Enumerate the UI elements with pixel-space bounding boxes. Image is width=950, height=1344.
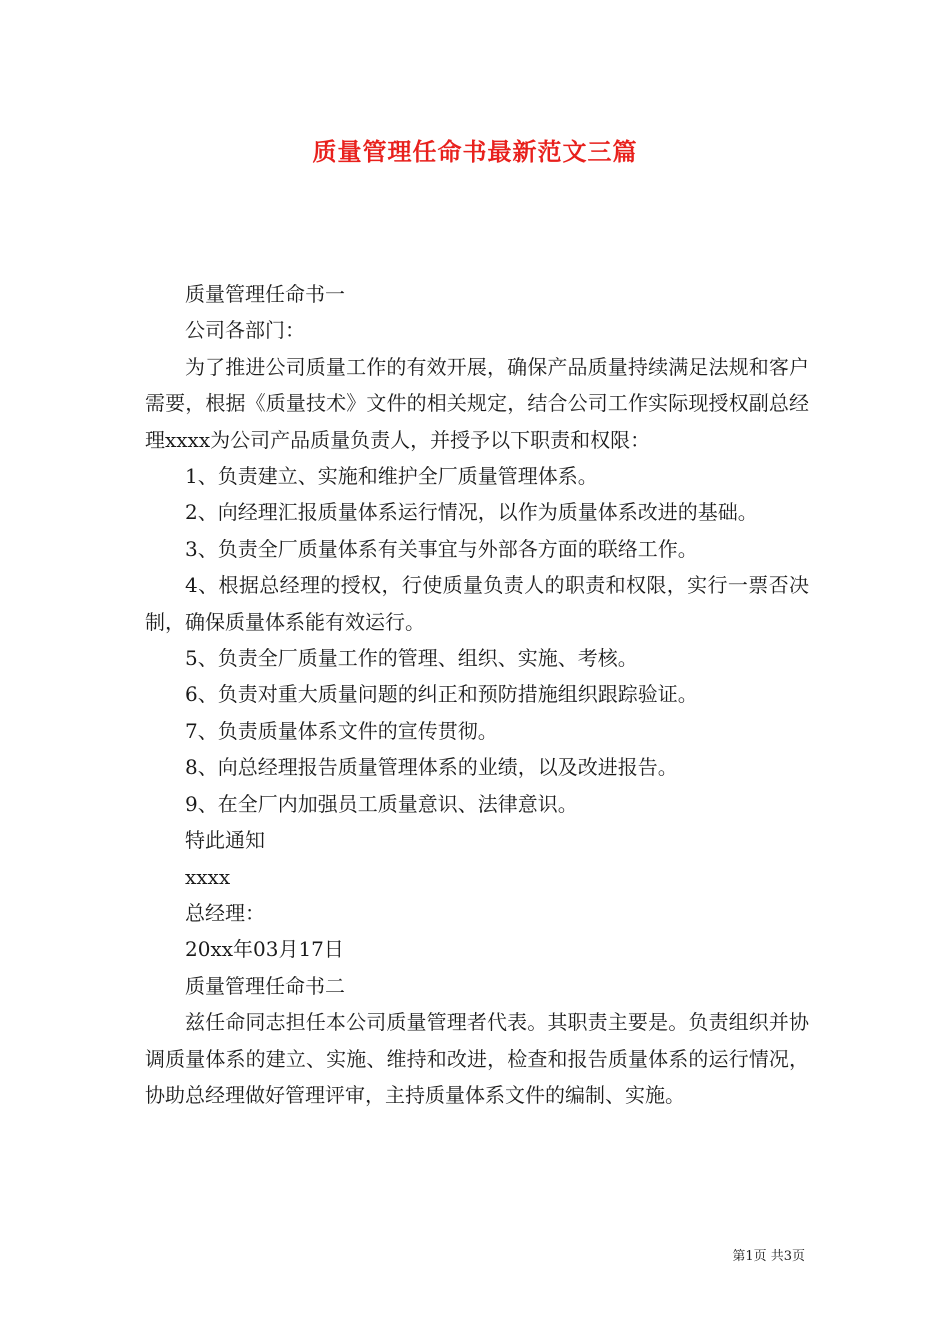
page-number-footer: 第1页 共3页	[732, 1249, 805, 1264]
duty-item-9: 9、在全厂内加强员工质量意识、法律意识。	[185, 791, 578, 816]
section-heading-2: 质量管理任命书二	[185, 973, 345, 998]
notice-closing: 特此通知	[185, 828, 265, 853]
duty-item-7: 7、负责质量体系文件的宣传贯彻。	[185, 718, 498, 743]
document-body	[145, 276, 809, 1113]
duty-item-5: 5、负责全厂质量工作的管理、组织、实施、考核。	[185, 646, 638, 671]
document-date: 20xx年03月17日	[185, 937, 344, 962]
intro-paragraph: 为了推进公司质量工作的有效开展，确保产品质量持续满足法规和客户需要，根据《质量技术》文件的相关规定，结合公司工作实际现授权副总经理xxxx为公司产品质量负责人，并授予以下职责和权限：	[145, 354, 809, 452]
duty-item-3: 3、负责全厂质量体系有关事宜与外部各方面的联络工作。	[185, 536, 698, 561]
signatory-name: xxxx	[185, 864, 231, 889]
duty-item-8: 8、向总经理报告质量管理体系的业绩，以及改进报告。	[185, 755, 678, 780]
duty-item-1: 1、负责建立、实施和维护全厂质量管理体系。	[185, 464, 598, 489]
duty-item-4: 4、根据总经理的授权，行使质量负责人的职责和权限，实行一票否决制，确保质量体系能有效运行。	[145, 573, 809, 634]
section-heading-1: 质量管理任命书一	[185, 282, 345, 306]
document-title: 质量管理任命书最新范文三篇	[312, 137, 638, 166]
salutation: 公司各部门：	[185, 318, 305, 343]
duty-item-2: 2、向经理汇报质量体系运行情况，以作为质量体系改进的基础。	[185, 500, 758, 525]
appointment-paragraph: 兹任命同志担任本公司质量管理者代表。其职责主要是。负责组织并协调质量体系的建立、实施、维持和改进，检查和报告质量体系的运行情况，协助总经理做好管理评审，主持质量体系文件的编制、实施。	[145, 1010, 809, 1107]
signatory-title: 总经理：	[185, 900, 265, 925]
duty-item-6: 6、负责对重大质量问题的纠正和预防措施组织跟踪验证。	[185, 682, 698, 707]
